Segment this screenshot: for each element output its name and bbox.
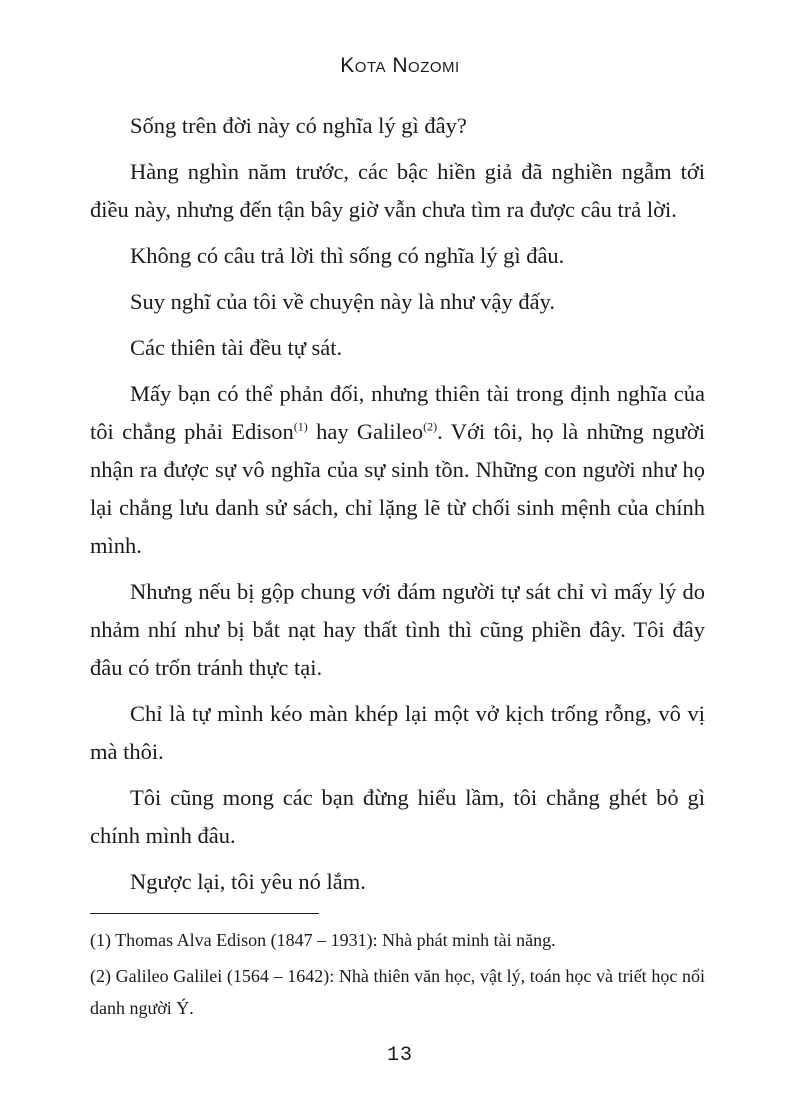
paragraph-1: Sống trên đời này có nghĩa lý gì đây? [130,113,467,138]
paragraph-5: Các thiên tài đều tự sát. [130,335,343,360]
running-head-author: Kota Nozomi [340,54,460,77]
footnote-1: (1) Thomas Alva Edison (1847 – 1931): Nhà phát minh tài năng. [90,930,556,950]
footnote-ref-1: (1) [293,419,308,434]
paragraph-9: Tôi cũng mong các bạn đừng hiểu lầm, tôi chẳng ghét bỏ gì chính mình đâu. [90,785,705,848]
paragraph-6-text-c: . Với tôi, họ là những người nhận ra được sự vô nghĩa của sự sinh tồn. Những con người như họ lại chẳng lưu danh sử sách, chỉ lặng lẽ từ chối sinh mệnh của chính mình. [90,419,705,558]
footnote-2: (2) Galileo Galilei (1564 – 1642): Nhà thiên văn học, vật lý, toán học và triết học nổi danh người Ý. [90,966,705,1018]
page-number: 13 [386,1044,413,1067]
paragraph-7: Nhưng nếu bị gộp chung với đám người tự sát chỉ vì mấy lý do nhảm nhí như bị bắt nạt hay thất tình thì cũng phiền đây. Tôi đây đâu có trốn tránh thực tại. [90,579,705,680]
paragraph-8: Chỉ là tự mình kéo màn khép lại một vở kịch trống rỗng, vô vị mà thôi. [90,701,705,764]
paragraph-6-text-b: hay Galileo [307,419,424,444]
footnote-ref-2: (2) [423,419,438,434]
paragraph-3: Không có câu trả lời thì sống có nghĩa lý gì đâu. [130,243,565,268]
body-text [90,107,705,909]
footnotes [90,924,705,1028]
paragraph-10: Ngược lại, tôi yêu nó lắm. [130,869,366,894]
paragraph-2: Hàng nghìn năm trước, các bậc hiền giả đã nghiền ngẫm tới điều này, nhưng đến tận bây giờ vẫn chưa tìm ra được câu trả lời. [90,159,705,222]
paragraph-4: Suy nghĩ của tôi về chuyện này là như vậy đấy. [130,289,556,314]
paragraph-6 [90,375,705,565]
paragraph-6-text-a: Mấy bạn có thể phản đối, nhưng thiên tài trong định nghĩa của tôi chẳng phải Edison [90,381,705,444]
footnote-divider [90,913,319,914]
